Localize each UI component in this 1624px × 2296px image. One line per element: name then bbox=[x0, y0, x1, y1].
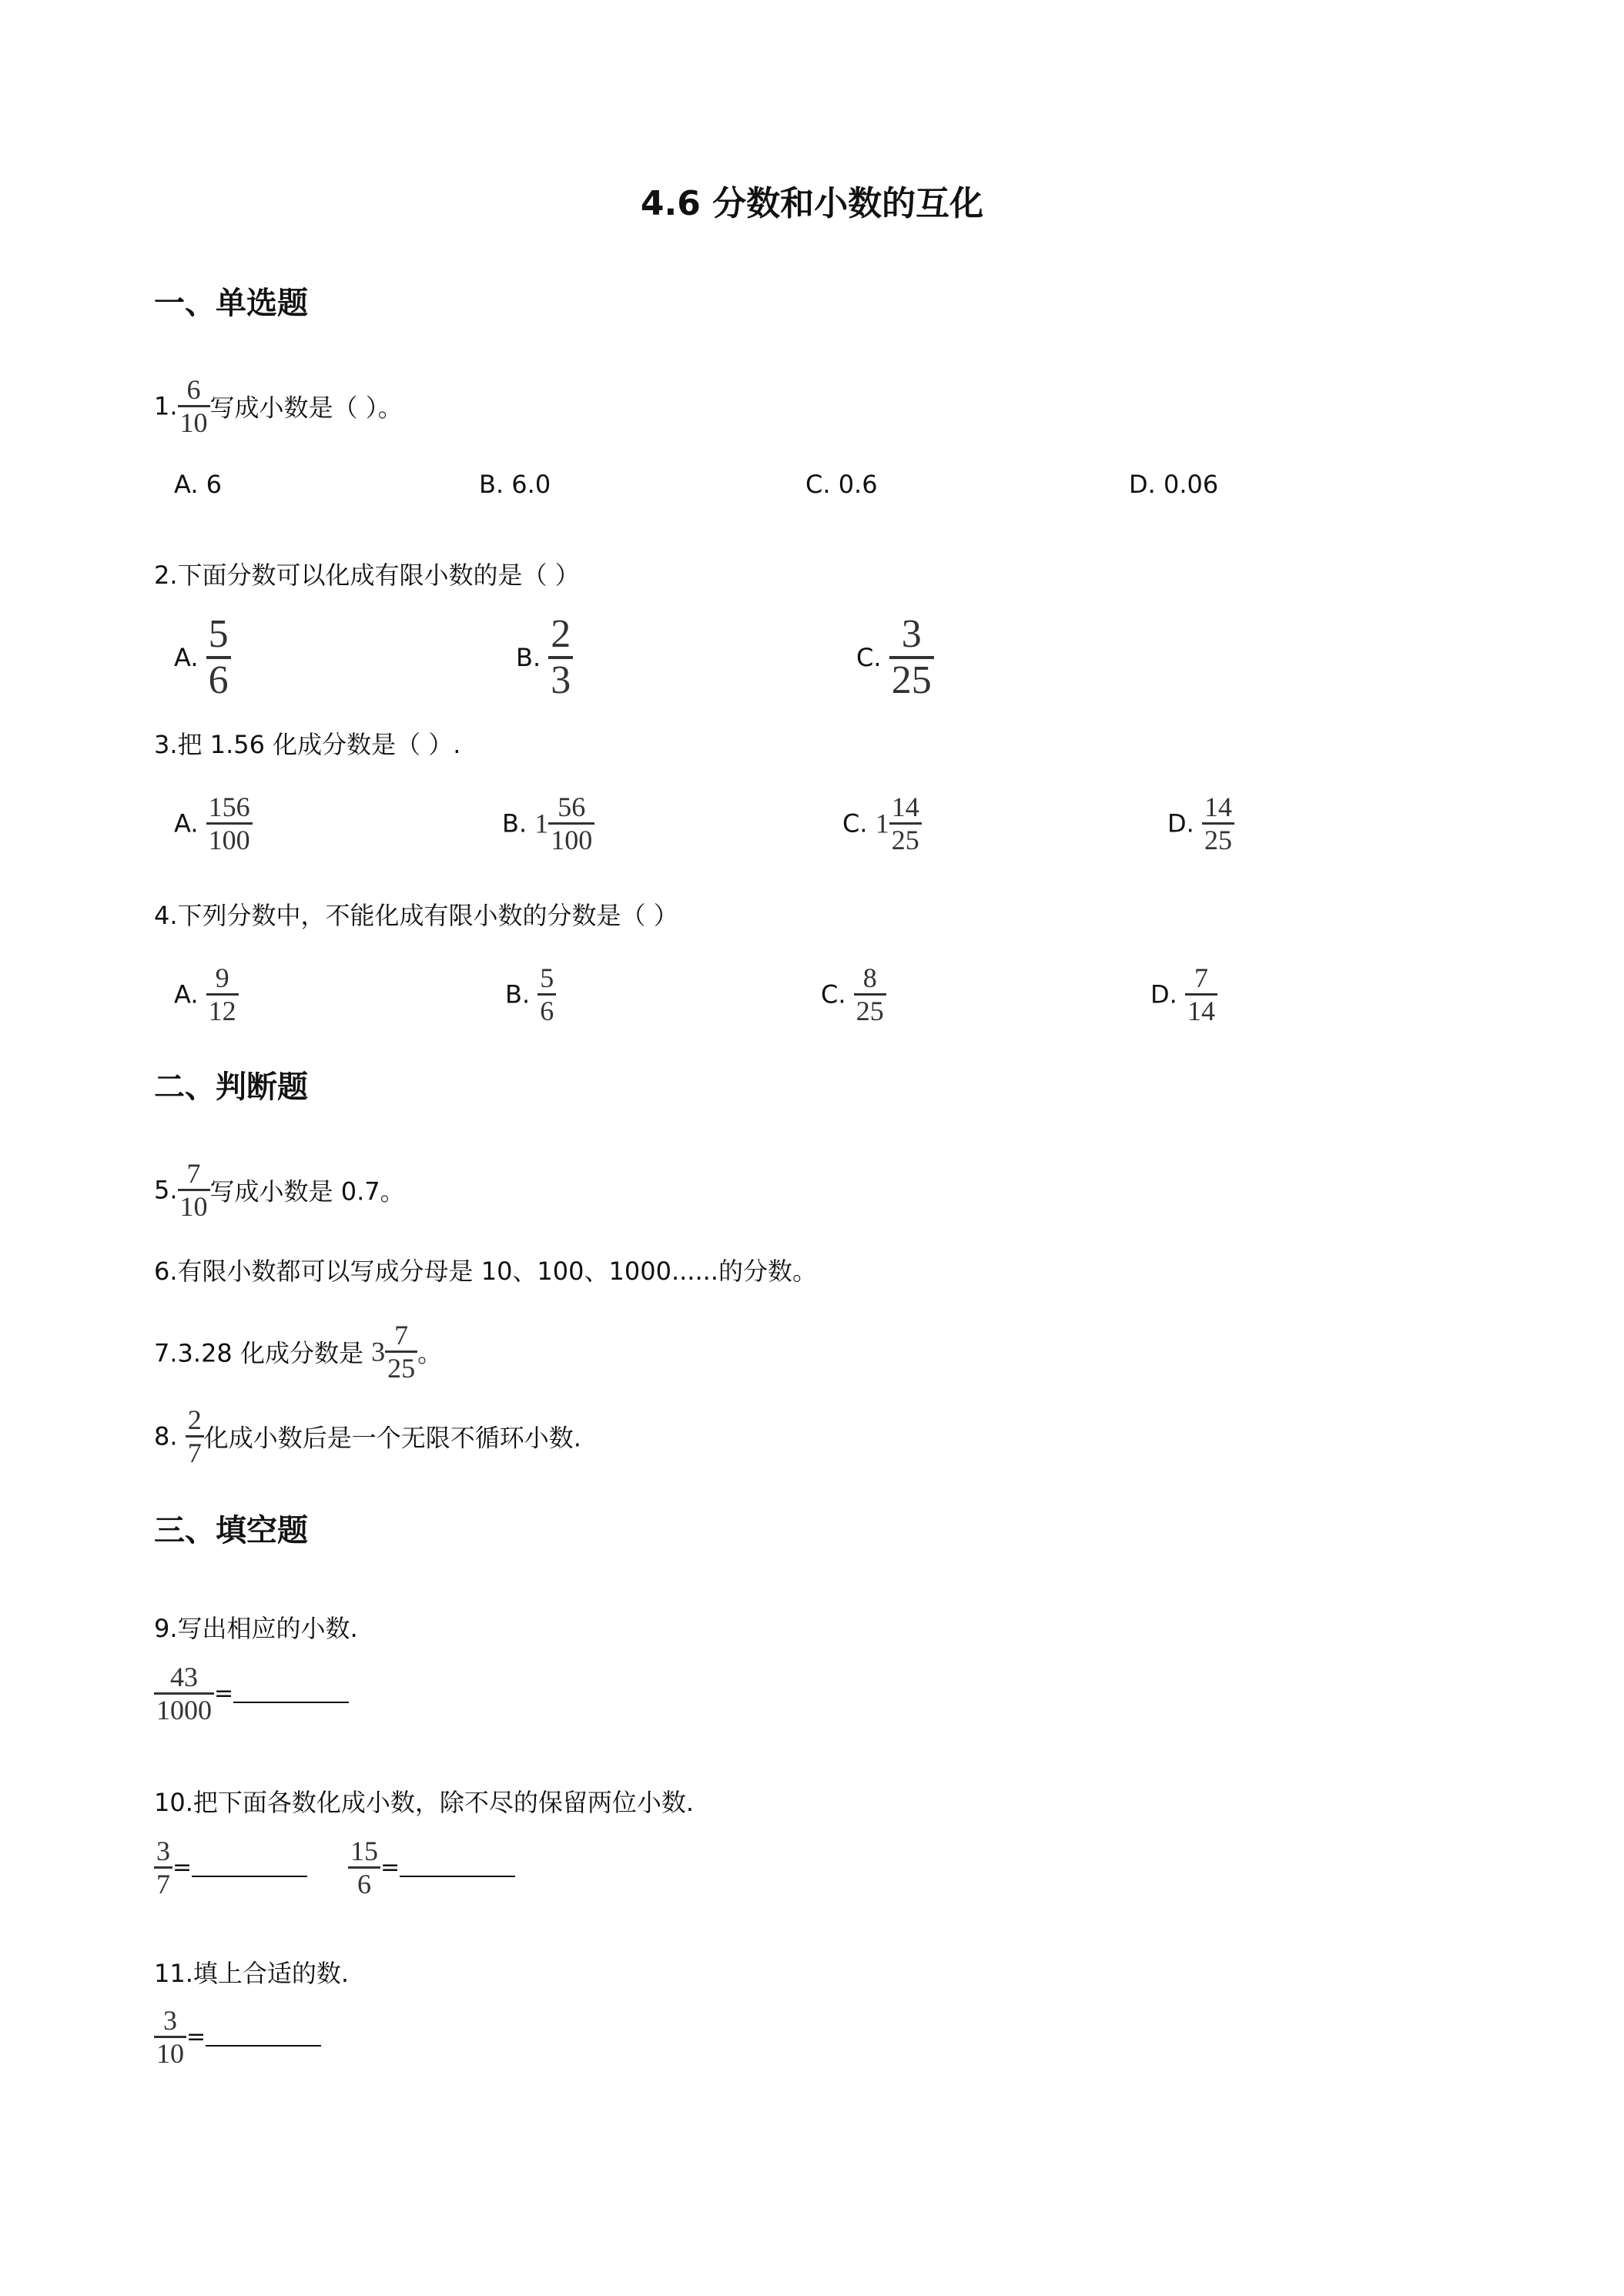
question-11-answer-row bbox=[154, 2006, 321, 2067]
question-10-answer-blank-1[interactable] bbox=[192, 1859, 307, 1877]
question-4-option-d[interactable] bbox=[1150, 964, 1217, 1025]
denominator: 25 bbox=[1204, 825, 1232, 855]
question-1-text: 写成小数是（ ）。 bbox=[209, 393, 403, 423]
question-10-fraction-2 bbox=[348, 1837, 380, 1898]
section-heading-single-choice: 一、单选题 bbox=[154, 286, 308, 321]
option-label: A. bbox=[174, 979, 199, 1009]
numerator: 43 bbox=[154, 1663, 214, 1695]
question-3-text: 3.把 1.56 化成分数是（ ）. bbox=[154, 730, 461, 759]
question-9-text: 9.写出相应的小数. bbox=[154, 1614, 358, 1643]
denominator: 1000 bbox=[156, 1695, 212, 1725]
option-fraction bbox=[889, 614, 934, 701]
denominator: 100 bbox=[208, 825, 250, 855]
option-label: A. bbox=[174, 808, 199, 838]
numerator: 7 bbox=[1185, 964, 1217, 996]
option-label: C. bbox=[842, 808, 868, 838]
option-label: C. bbox=[821, 979, 846, 1009]
question-8 bbox=[154, 1406, 581, 1467]
denominator: 6 bbox=[540, 996, 554, 1026]
question-9-answer-blank[interactable] bbox=[233, 1685, 349, 1703]
question-2-option-a[interactable] bbox=[174, 614, 231, 701]
question-1-option-c[interactable]: C. 0.6 bbox=[805, 470, 878, 499]
question-3-option-a[interactable] bbox=[174, 793, 253, 854]
question-7-suffix: 。 bbox=[417, 1338, 443, 1368]
numerator: 7 bbox=[178, 1160, 210, 1191]
question-3-option-d[interactable] bbox=[1167, 793, 1234, 854]
option-fraction bbox=[889, 793, 922, 854]
numerator: 9 bbox=[206, 964, 239, 996]
option-label: B. bbox=[505, 979, 531, 1009]
option-fraction bbox=[548, 614, 573, 701]
numerator: 14 bbox=[889, 793, 922, 825]
numerator: 56 bbox=[548, 793, 594, 825]
denominator: 12 bbox=[208, 996, 236, 1026]
equals-sign: = bbox=[186, 2023, 206, 2050]
option-fraction bbox=[537, 964, 556, 1025]
question-1-option-a[interactable]: A. 6 bbox=[174, 470, 223, 499]
denominator: 10 bbox=[156, 2038, 184, 2069]
numerator: 3 bbox=[889, 614, 934, 659]
numerator: 2 bbox=[548, 614, 573, 659]
question-1-number: 1. bbox=[154, 391, 178, 421]
whole-part: 3 bbox=[371, 1336, 386, 1367]
option-fraction bbox=[206, 964, 239, 1025]
option-label: D. bbox=[1150, 979, 1177, 1009]
question-4-option-b[interactable] bbox=[505, 964, 556, 1025]
option-fraction bbox=[1185, 964, 1217, 1025]
equals-sign: = bbox=[214, 1680, 234, 1707]
whole-part: 1 bbox=[534, 808, 549, 839]
question-8-text: 化成小数后是一个无限不循环小数. bbox=[203, 1423, 581, 1453]
question-4-text: 4.下列分数中，不能化成有限小数的分数是（ ） bbox=[154, 901, 678, 930]
option-label: B. bbox=[516, 643, 541, 672]
question-11-fraction bbox=[154, 2006, 186, 2067]
question-8-number: 8. bbox=[154, 1421, 186, 1451]
denominator: 25 bbox=[891, 825, 919, 855]
question-11-text: 11.填上合适的数. bbox=[154, 1959, 350, 1988]
question-2-text: 2.下面分数可以化成有限小数的是（ ） bbox=[154, 561, 580, 590]
option-fraction bbox=[206, 793, 253, 854]
question-1-option-d[interactable]: D. 0.06 bbox=[1129, 470, 1219, 499]
denominator: 7 bbox=[187, 1438, 202, 1468]
numerator: 3 bbox=[154, 2006, 186, 2038]
option-fraction bbox=[206, 614, 231, 701]
question-9-fraction bbox=[154, 1663, 214, 1724]
option-fraction bbox=[1202, 793, 1234, 854]
question-10-answer-blank-2[interactable] bbox=[400, 1859, 515, 1877]
equals-sign: = bbox=[172, 1854, 193, 1881]
numerator: 3 bbox=[154, 1837, 172, 1869]
denominator: 25 bbox=[387, 1353, 416, 1384]
denominator: 25 bbox=[856, 996, 884, 1026]
option-label: D. bbox=[1167, 808, 1194, 838]
question-3-option-b[interactable] bbox=[502, 793, 594, 854]
question-7 bbox=[154, 1321, 442, 1382]
section-heading-fill-in: 三、填空题 bbox=[154, 1513, 308, 1548]
denominator: 25 bbox=[891, 658, 932, 702]
question-7-fraction bbox=[385, 1321, 417, 1382]
numerator: 7 bbox=[385, 1321, 417, 1353]
option-label: B. bbox=[502, 808, 527, 838]
denominator: 7 bbox=[156, 1869, 170, 1899]
question-10-text: 10.把下面各数化成小数，除不尽的保留两位小数. bbox=[154, 1788, 695, 1817]
question-11-answer-blank[interactable] bbox=[206, 2028, 321, 2047]
question-4-option-c[interactable] bbox=[821, 964, 886, 1025]
numerator: 8 bbox=[854, 964, 886, 996]
question-1 bbox=[154, 376, 403, 437]
question-1-fraction bbox=[178, 376, 210, 437]
option-fraction bbox=[854, 964, 886, 1025]
question-1-option-b[interactable]: B. 6.0 bbox=[479, 470, 551, 499]
question-4-option-a[interactable] bbox=[174, 964, 239, 1025]
page-title: 4.6 分数和小数的互化 bbox=[640, 184, 984, 223]
whole-part: 1 bbox=[875, 808, 889, 839]
question-5-text: 写成小数是 0.7。 bbox=[209, 1176, 405, 1207]
denominator: 14 bbox=[1187, 996, 1215, 1026]
section-heading-true-false: 二、判断题 bbox=[154, 1069, 308, 1105]
option-label: C. bbox=[856, 643, 882, 672]
question-10-answer-row-2 bbox=[348, 1837, 515, 1898]
denominator: 3 bbox=[551, 658, 571, 702]
question-5-fraction bbox=[178, 1160, 210, 1220]
question-8-fraction bbox=[186, 1406, 204, 1467]
question-10-answer-row-1 bbox=[154, 1837, 307, 1898]
denominator: 6 bbox=[357, 1869, 371, 1899]
question-3-option-c[interactable] bbox=[842, 793, 922, 854]
question-10-fraction-1 bbox=[154, 1837, 172, 1898]
question-7-text: 7.3.28 化成分数是 bbox=[154, 1338, 372, 1368]
numerator: 2 bbox=[186, 1406, 204, 1438]
denominator: 10 bbox=[179, 407, 208, 438]
question-6-text: 6.有限小数都可以写成分母是 10、100、1000......的分数。 bbox=[154, 1257, 817, 1286]
question-9-answer-row bbox=[154, 1663, 349, 1724]
denominator: 100 bbox=[551, 825, 593, 855]
numerator: 5 bbox=[537, 964, 556, 996]
question-2-option-c[interactable] bbox=[856, 614, 934, 701]
question-5-number: 5. bbox=[154, 1175, 178, 1205]
equals-sign: = bbox=[380, 1854, 400, 1881]
denominator: 6 bbox=[208, 658, 229, 702]
numerator: 6 bbox=[178, 376, 210, 407]
denominator: 10 bbox=[179, 1191, 208, 1222]
numerator: 156 bbox=[206, 793, 253, 825]
option-label: A. bbox=[174, 643, 199, 672]
numerator: 5 bbox=[206, 614, 231, 659]
option-fraction bbox=[548, 793, 594, 854]
numerator: 14 bbox=[1202, 793, 1234, 825]
question-5 bbox=[154, 1160, 405, 1220]
numerator: 15 bbox=[348, 1837, 380, 1869]
question-2-option-b[interactable] bbox=[516, 614, 573, 701]
